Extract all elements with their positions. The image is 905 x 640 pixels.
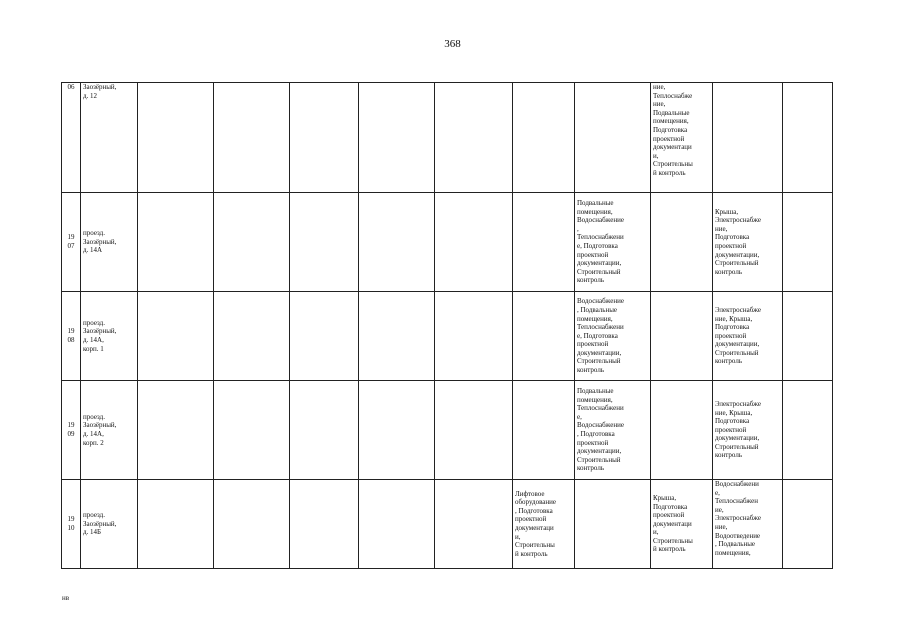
address-cell: проезд. Заозёрный, д. 14А, корп. 2 <box>81 381 138 480</box>
empty-cell <box>783 83 833 193</box>
empty-cell <box>138 83 214 193</box>
empty-cell <box>435 381 513 480</box>
row-number: 19 09 <box>62 381 81 480</box>
empty-cell <box>359 83 435 193</box>
empty-cell <box>290 83 359 193</box>
empty-cell <box>783 480 833 569</box>
empty-cell <box>783 292 833 381</box>
empty-cell <box>435 193 513 292</box>
address-cell: проезд. Заозёрный, д. 14А <box>81 193 138 292</box>
empty-cell <box>290 480 359 569</box>
works-cell <box>651 193 713 292</box>
works-cell: Подвальные помещения, Водоснабжение , Теплоснабжени е, Подготовка проектной документации, Строительный контроль <box>575 193 651 292</box>
row-number: 19 08 <box>62 292 81 381</box>
table-row <box>62 292 833 381</box>
empty-cell <box>290 292 359 381</box>
empty-cell <box>290 193 359 292</box>
empty-cell <box>435 83 513 193</box>
empty-cell <box>359 480 435 569</box>
works-cell: Водоснабжение , Подвальные помещения, Теплоснабжени е, Подготовка проектной документации, Строительный контроль <box>575 292 651 381</box>
works-cell <box>575 83 651 193</box>
works-cell <box>513 193 575 292</box>
address-cell: проезд. Заозёрный, д. 14Б <box>81 480 138 569</box>
empty-cell <box>435 480 513 569</box>
works-cell <box>575 480 651 569</box>
table-row <box>62 381 833 480</box>
empty-cell <box>290 381 359 480</box>
works-cell: Крыша, Подготовка проектной документаци и, Строительны й контроль <box>651 480 713 569</box>
empty-cell <box>214 193 290 292</box>
table-row <box>62 480 833 569</box>
works-cell <box>651 381 713 480</box>
empty-cell <box>783 381 833 480</box>
table-row <box>62 193 833 292</box>
address-cell: проезд. Заозёрный, д. 14А, корп. 1 <box>81 292 138 381</box>
table-row <box>62 83 833 193</box>
empty-cell <box>783 193 833 292</box>
row-number: 19 10 <box>62 480 81 569</box>
empty-cell <box>359 292 435 381</box>
page-number: 368 <box>444 38 461 50</box>
empty-cell <box>214 292 290 381</box>
empty-cell <box>138 292 214 381</box>
empty-cell <box>359 381 435 480</box>
works-cell <box>513 292 575 381</box>
works-cell <box>513 83 575 193</box>
works-cell: Крыша, Электроснабже ние, Подготовка проектной документации, Строительный контроль <box>713 193 783 292</box>
works-cell <box>713 83 783 193</box>
works-cell: ние, Теплоснабже ние, Подвальные помещения, Подготовка проектной документаци и, Строительны й контроль <box>651 83 713 193</box>
works-cell: Подвальные помещения, Теплоснабжени е, Водоснабжение , Подготовка проектной документации, Строительный контроль <box>575 381 651 480</box>
works-cell: Электроснабже ние, Крыша, Подготовка проектной документации, Строительный контроль <box>713 381 783 480</box>
empty-cell <box>138 193 214 292</box>
works-cell: Лифтовое оборудование , Подготовка проектной документаци и, Строительны й контроль <box>513 480 575 569</box>
empty-cell <box>435 292 513 381</box>
address-cell: Заозёрный, д. 12 <box>81 83 138 193</box>
empty-cell <box>359 193 435 292</box>
empty-cell <box>138 480 214 569</box>
works-schedule-table <box>61 82 833 569</box>
works-cell: Водоснабжени е, Теплоснабжен ие, Электроснабже ние, Водоотведение , Подвальные помещения, <box>713 480 783 569</box>
empty-cell <box>214 480 290 569</box>
row-number: 19 07 <box>62 193 81 292</box>
row-number: 06 <box>62 83 81 193</box>
works-cell: Электроснабже ние, Крыша, Подготовка проектной документации, Строительный контроль <box>713 292 783 381</box>
empty-cell <box>138 381 214 480</box>
empty-cell <box>214 83 290 193</box>
works-cell <box>513 381 575 480</box>
footer-mark: нв <box>62 594 70 602</box>
works-cell <box>651 292 713 381</box>
empty-cell <box>214 381 290 480</box>
